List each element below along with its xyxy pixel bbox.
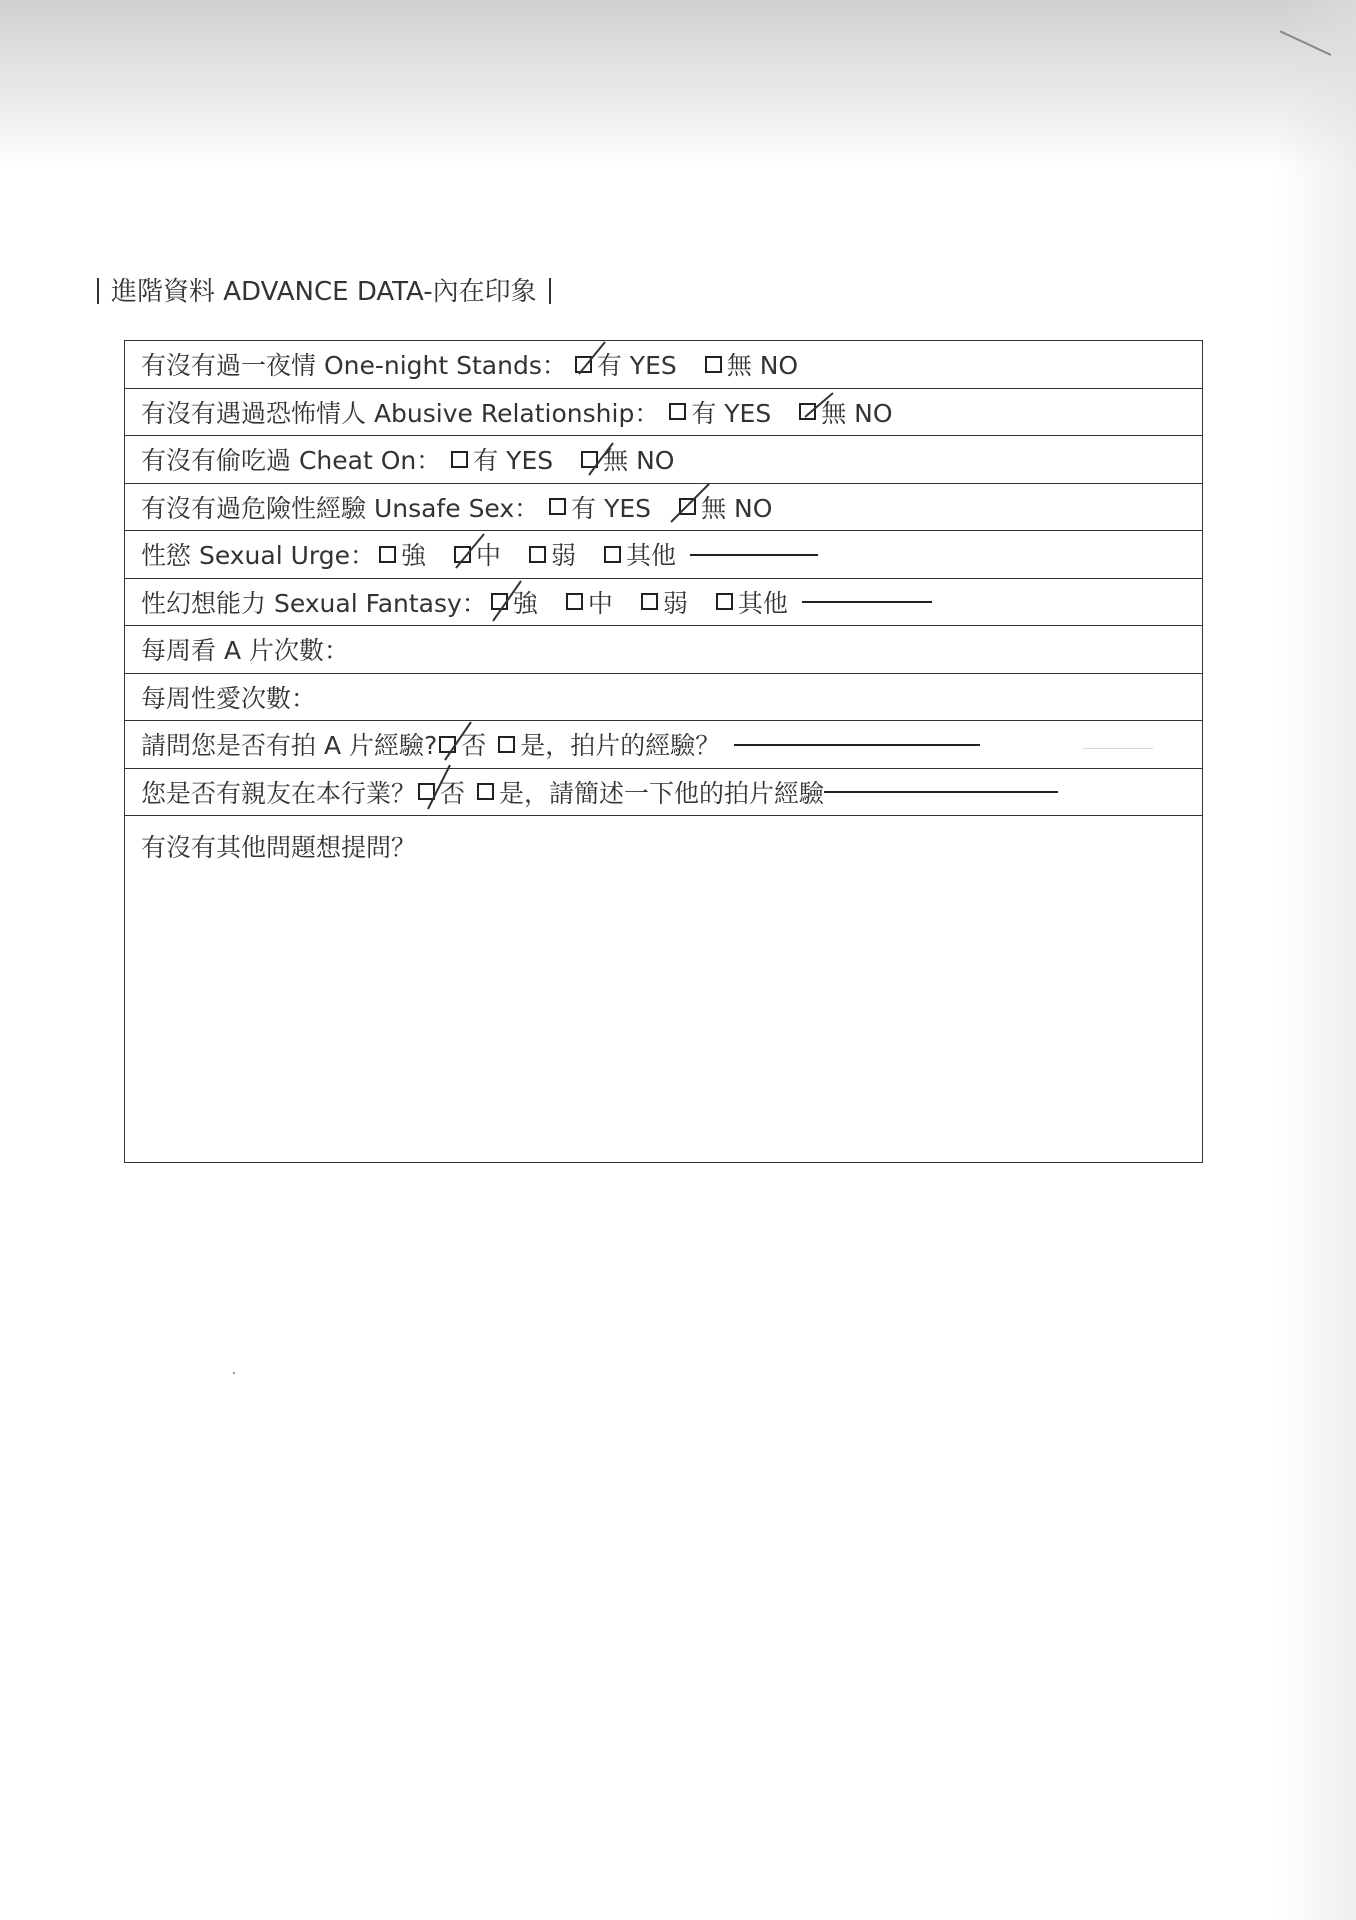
other-answer-line[interactable] bbox=[802, 600, 932, 603]
option-weak[interactable]: 弱 bbox=[529, 536, 576, 572]
heading-text: 進階資料 ADVANCE DATA-內在印象 bbox=[111, 277, 537, 307]
other-answer-line[interactable] bbox=[690, 553, 818, 556]
checkbox[interactable] bbox=[679, 498, 696, 515]
checkbox[interactable] bbox=[418, 783, 435, 800]
row-unsafe-sex bbox=[125, 484, 1202, 532]
checkbox[interactable] bbox=[575, 356, 592, 373]
row-other-questions[interactable] bbox=[125, 816, 1202, 1186]
row-weekly-sex-count[interactable] bbox=[125, 674, 1202, 722]
question-label: 有沒有過危險性經驗 Unsafe Sex： bbox=[141, 493, 540, 523]
row-sexual-urge bbox=[125, 531, 1202, 579]
question-label: 每周性愛次數： bbox=[141, 683, 317, 713]
option-yes[interactable]: 是，請簡述一下他的拍片經驗 bbox=[477, 774, 824, 810]
option-yes[interactable]: 有 YES bbox=[451, 441, 553, 477]
option-no[interactable]: 無 NO bbox=[799, 394, 892, 430]
option-no[interactable]: 無 NO bbox=[679, 489, 772, 525]
checkbox[interactable] bbox=[716, 593, 733, 610]
checkbox[interactable] bbox=[566, 593, 583, 610]
checkbox[interactable] bbox=[604, 546, 621, 563]
option-no[interactable]: 無 NO bbox=[581, 441, 674, 477]
checkbox[interactable] bbox=[451, 451, 468, 468]
scan-shadow bbox=[0, 0, 1356, 170]
checkbox[interactable] bbox=[379, 546, 396, 563]
scan-edge-shading bbox=[1276, 0, 1356, 1920]
option-other[interactable]: 其他 bbox=[604, 536, 676, 572]
checkbox[interactable] bbox=[439, 736, 456, 753]
row-sexual-fantasy bbox=[125, 579, 1202, 627]
checkbox[interactable] bbox=[669, 403, 686, 420]
heading-bar-left bbox=[97, 278, 99, 304]
checkbox[interactable] bbox=[498, 736, 515, 753]
option-yes[interactable]: 有 YES bbox=[575, 346, 677, 382]
experience-answer-line[interactable] bbox=[734, 743, 980, 746]
question-label: 請問您是否有拍 A 片經驗? bbox=[141, 731, 438, 761]
question-label: 您是否有親友在本行業？ bbox=[141, 778, 417, 808]
option-no[interactable]: 否 bbox=[439, 726, 486, 762]
row-cheat-on bbox=[125, 436, 1202, 484]
row-one-night-stands bbox=[125, 341, 1202, 389]
row-abusive-relationship bbox=[125, 389, 1202, 437]
checkbox[interactable] bbox=[491, 593, 508, 610]
question-label: 有沒有其他問題想提問？ bbox=[141, 833, 417, 862]
checkbox[interactable] bbox=[799, 403, 816, 420]
option-strong[interactable]: 強 bbox=[379, 536, 426, 572]
option-yes[interactable]: 是，拍片的經驗？ bbox=[498, 726, 720, 762]
checkbox[interactable] bbox=[641, 593, 658, 610]
option-no[interactable]: 無 NO bbox=[705, 346, 798, 382]
row-weekly-porn-count[interactable] bbox=[125, 626, 1202, 674]
question-label: 每周看 A 片次數： bbox=[141, 636, 349, 666]
description-answer-line[interactable] bbox=[824, 790, 1058, 793]
checkbox[interactable] bbox=[477, 783, 494, 800]
option-strong[interactable]: 強 bbox=[491, 584, 538, 620]
checkbox[interactable] bbox=[705, 356, 722, 373]
option-yes[interactable]: 有 YES bbox=[669, 394, 771, 430]
checkbox[interactable] bbox=[549, 498, 566, 515]
checkbox[interactable] bbox=[454, 546, 471, 563]
question-label: 有沒有遇過恐怖情人 Abusive Relationship： bbox=[141, 398, 660, 428]
row-filming-experience bbox=[125, 721, 1202, 769]
section-heading bbox=[97, 275, 551, 309]
option-other[interactable]: 其他 bbox=[716, 584, 788, 620]
question-label: 性慾 Sexual Urge： bbox=[141, 541, 375, 571]
question-label: 性幻想能力 Sexual Fantasy： bbox=[141, 588, 487, 618]
option-no[interactable]: 否 bbox=[418, 774, 465, 810]
stray-dot bbox=[233, 1372, 235, 1374]
heading-bar-right bbox=[549, 278, 551, 304]
option-medium[interactable]: 中 bbox=[566, 584, 613, 620]
faint-mark bbox=[1083, 748, 1153, 749]
question-label: 有沒有過一夜情 One-night Stands： bbox=[141, 351, 567, 381]
option-medium[interactable]: 中 bbox=[454, 536, 501, 572]
checkbox[interactable] bbox=[529, 546, 546, 563]
questionnaire-table bbox=[124, 340, 1203, 1163]
checkbox[interactable] bbox=[581, 451, 598, 468]
row-relatives-in-industry bbox=[125, 769, 1202, 817]
option-yes[interactable]: 有 YES bbox=[549, 489, 651, 525]
question-label: 有沒有偷吃過 Cheat On： bbox=[141, 446, 442, 476]
option-weak[interactable]: 弱 bbox=[641, 584, 688, 620]
